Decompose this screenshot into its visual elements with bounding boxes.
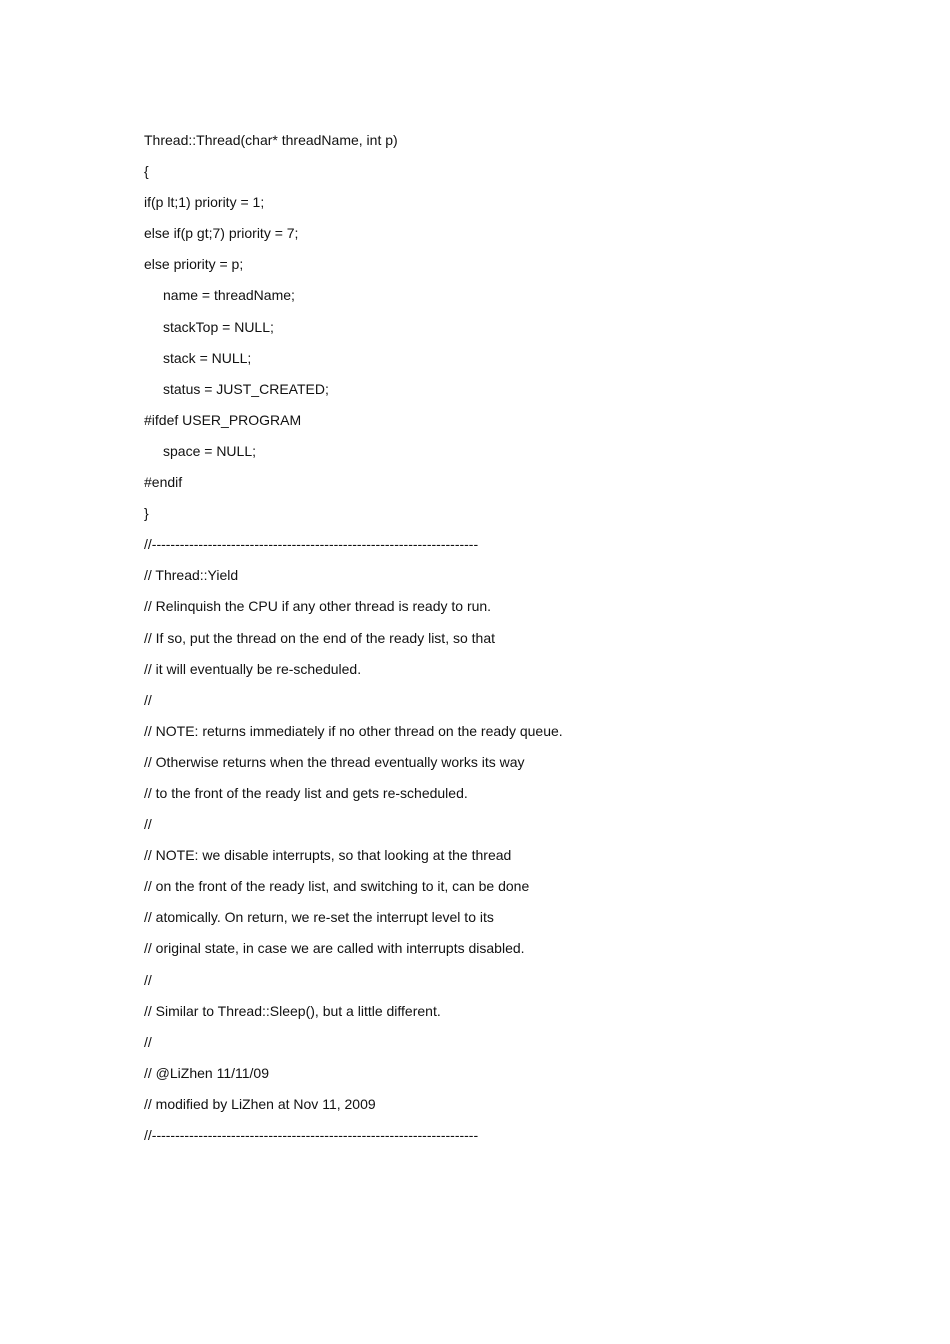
code-line: // Similar to Thread::Sleep(), but a little different. (144, 1002, 441, 1019)
code-line: status = JUST_CREATED; (163, 380, 329, 397)
code-line: space = NULL; (163, 442, 256, 459)
code-line: //---------------------------------------------------------------------- (144, 536, 479, 553)
code-line: // original state, in case we are called with interrupts disabled. (144, 940, 525, 957)
code-line: // (144, 816, 152, 833)
code-line: // @LiZhen 11/11/09 (144, 1064, 269, 1081)
code-line: //---------------------------------------------------------------------- (144, 1127, 479, 1143)
code-line: stack = NULL; (163, 349, 252, 366)
code-line: // atomically. On return, we re-set the interrupt level to its (144, 909, 494, 926)
code-line: stackTop = NULL; (163, 318, 274, 335)
code-line: Thread::Thread(char* threadName, int p) (144, 132, 398, 148)
code-line: // Relinquish the CPU if any other thread is ready to run. (144, 598, 492, 615)
code-line: else if(p gt;7) priority = 7; (144, 225, 299, 242)
code-line: else priority = p; (144, 256, 244, 273)
code-line: } (144, 505, 149, 522)
code-line: // Otherwise returns when the thread eventually works its way (144, 753, 525, 770)
code-line: if(p lt;1) priority = 1; (144, 194, 265, 211)
code-line: // If so, put the thread on the end of the ready list, so that (144, 629, 495, 646)
code-line: // (144, 1033, 152, 1050)
code-line: // modified by LiZhen at Nov 11, 2009 (144, 1095, 376, 1112)
code-line: #endif (144, 474, 183, 491)
code-listing (144, 129, 904, 1155)
code-line: // (144, 971, 152, 988)
code-line: // on the front of the ready list, and switching to it, can be done (144, 878, 530, 895)
code-line: // (144, 691, 152, 708)
code-line: // to the front of the ready list and gets re-scheduled. (144, 784, 468, 801)
code-line: name = threadName; (163, 287, 295, 304)
code-line: { (144, 163, 149, 180)
code-line: #ifdef USER_PROGRAM (144, 411, 302, 428)
code-line: // NOTE: returns immediately if no other thread on the ready queue. (144, 722, 563, 739)
code-line: // NOTE: we disable interrupts, so that looking at the thread (144, 847, 512, 864)
code-line: // it will eventually be re-scheduled. (144, 660, 362, 677)
code-line: // Thread::Yield (144, 567, 239, 584)
